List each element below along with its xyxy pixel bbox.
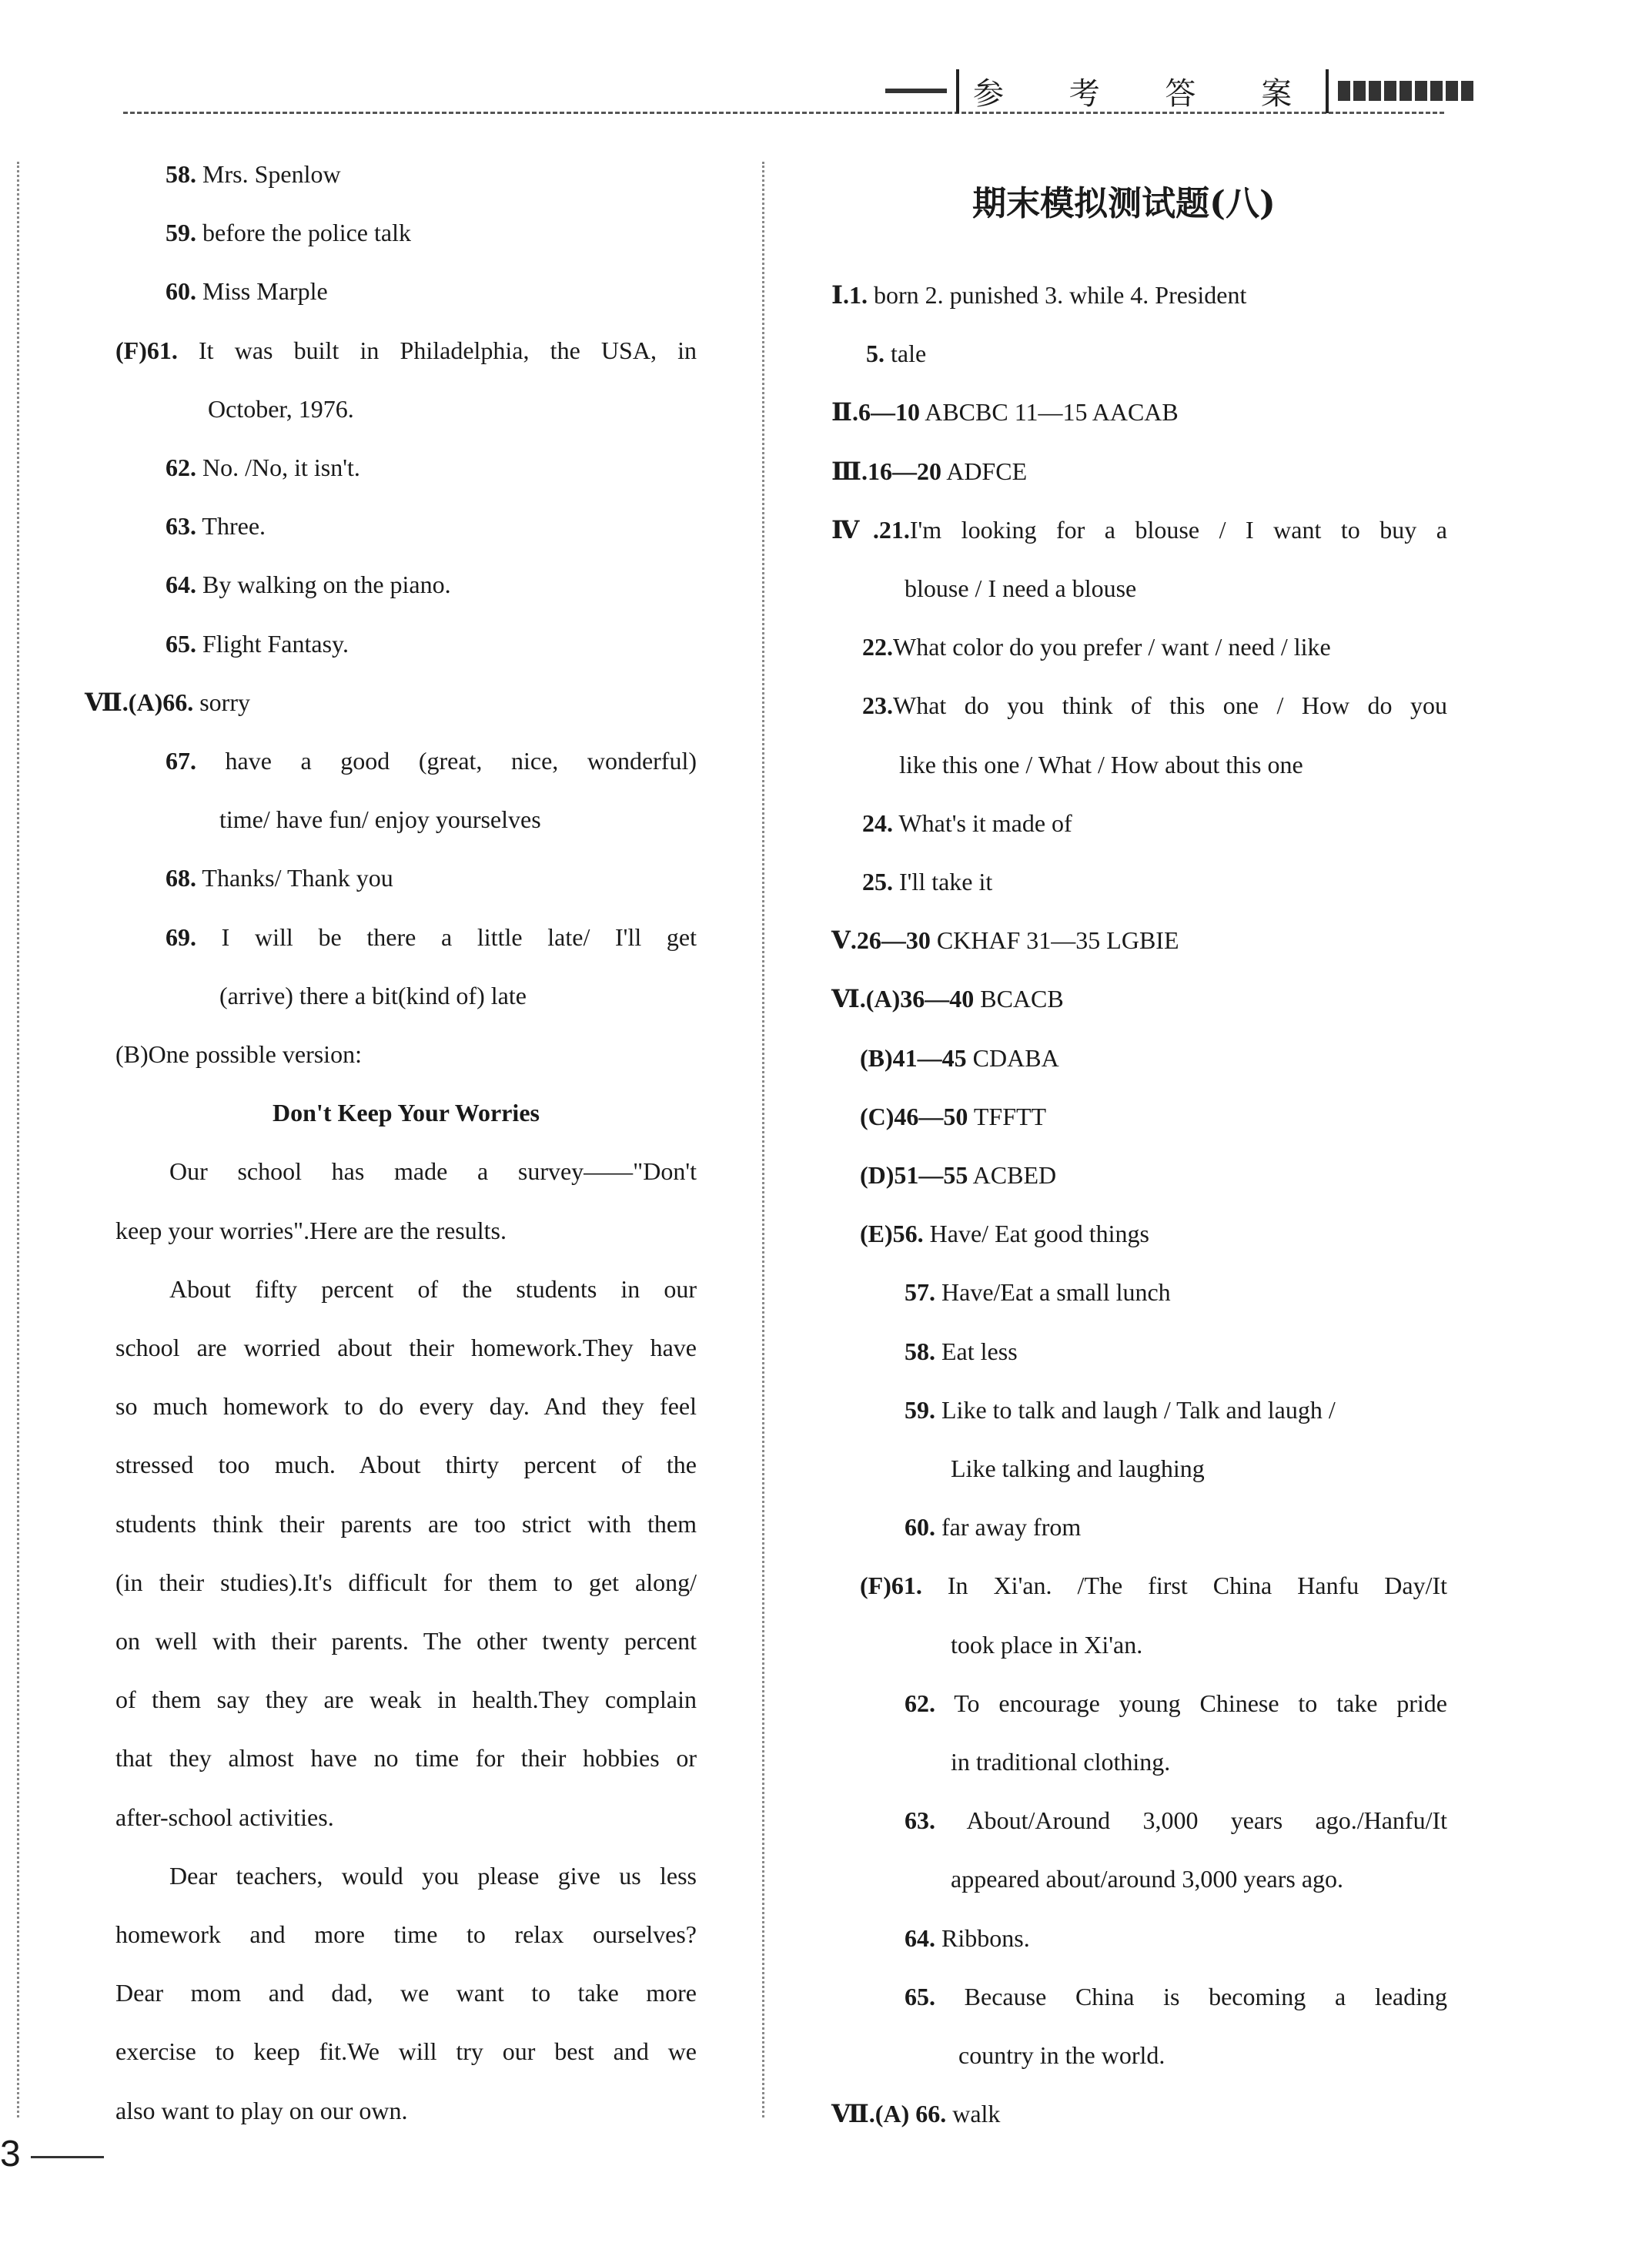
answer-text: Dear teachers, would you please give us less [169, 1861, 697, 1890]
answer-line [166, 731, 697, 790]
item-number: 68. [166, 864, 196, 892]
item-number: Ⅵ.(A)36—40 [831, 985, 975, 1013]
answer-text: ADFCE [941, 457, 1028, 485]
answer-text: Miss Marple [196, 277, 328, 306]
answer-text: In Xi'an. /The first China Hanfu Day/It [921, 1572, 1447, 1600]
answer-text: What's it made of [893, 808, 1072, 837]
answer-text: Three. [196, 512, 266, 541]
item-number: 24. [862, 808, 893, 837]
answer-line [115, 1612, 697, 1670]
answer-line [166, 262, 328, 320]
answer-line [905, 1791, 1447, 1850]
item-number: Ⅲ.16—20 [831, 457, 941, 485]
item-number: 65. [166, 629, 196, 658]
header-title: 参 考 答 案 [956, 69, 1329, 113]
answer-text: I'll take it [893, 868, 993, 895]
item-number: 60. [166, 277, 196, 306]
item-number: 67. [166, 747, 196, 775]
item-number: 69. [166, 922, 196, 951]
item-number: 58. [905, 1337, 935, 1365]
answer-text: Because China is becoming a leading [935, 1982, 1447, 2010]
answer-text: What color do you prefer / want / need / like [893, 633, 1331, 661]
answer-text: took place in Xi'an. [951, 1630, 1143, 1659]
answer-line [958, 2026, 1165, 2084]
answer-text: on well with their parents. The other twenty percent [115, 1627, 697, 1655]
page-number-rule [31, 2156, 104, 2158]
item-number: 64. [166, 571, 196, 599]
item-number: Ⅶ.(A)66. [85, 688, 194, 716]
answer-text: (arrive) there a bit(kind of) late [219, 981, 527, 1009]
item-number: 58. [166, 160, 196, 188]
answer-line [115, 1025, 362, 1083]
answer-line [831, 911, 1179, 969]
answer-text: of them say they are weak in health.They complain [115, 1686, 697, 1714]
answer-text: By walking on the piano. [196, 571, 451, 599]
answer-line [85, 673, 250, 731]
answer-text: CDABA [966, 1043, 1059, 1072]
answer-text: Our school has made a survey——"Don't [169, 1157, 697, 1186]
item-number: (D)51—55 [860, 1161, 968, 1189]
answer-line [831, 500, 1447, 559]
item-number: 64. [905, 1923, 935, 1952]
answer-line [899, 735, 1303, 794]
answer-text: country in the world. [958, 2041, 1165, 2069]
answer-text: No. /No, it isn't. [196, 454, 360, 481]
item-number: 65. [905, 1982, 935, 2010]
item-number: (E)56. [860, 1220, 924, 1248]
item-number: 25. [862, 868, 893, 895]
answer-text: students think their parents are too strict with them [115, 1509, 697, 1538]
answer-line [115, 1201, 507, 1260]
answer-text: Have/ Eat good things [923, 1220, 1149, 1248]
answer-line [169, 1260, 697, 1318]
answer-line [115, 1670, 697, 1729]
answer-line [115, 1495, 697, 1553]
answer-text: TFFTT [968, 1102, 1047, 1130]
answer-line [115, 2081, 408, 2140]
answer-line [860, 1204, 1149, 1263]
header-dash [885, 89, 947, 93]
item-number: 62. [905, 1689, 935, 1717]
answer-line [860, 1556, 1447, 1615]
answer-text: ABCBC 11—15 AACAB [919, 398, 1179, 427]
answer-text: keep your worries".Here are the results. [115, 1216, 507, 1244]
answer-line [905, 1263, 1171, 1321]
answer-line [115, 2022, 697, 2081]
item-number: Ⅱ.6—10 [831, 398, 920, 427]
answer-text: born 2. punished 3. while 4. President [867, 281, 1247, 309]
answer-line [905, 1674, 1447, 1732]
answer-line [219, 966, 527, 1025]
header-decoration [1338, 81, 1473, 101]
answer-text: ACBED [968, 1161, 1057, 1189]
answer-text: BCACB [974, 985, 1064, 1013]
answer-text: homework and more time to relax ourselves? [115, 1920, 697, 1948]
item-number: (B)41—45 [860, 1043, 967, 1072]
header-banner [885, 71, 1473, 111]
answer-text: October, 1976. [208, 394, 354, 423]
answer-text: after-school activities. [115, 1803, 334, 1831]
answer-line [115, 1788, 334, 1846]
item-number: Ⅴ.26—30 [831, 926, 931, 955]
answer-line [951, 1732, 1170, 1791]
answer-text: like this one / What / How about this one [899, 750, 1303, 778]
answer-text: Like talking and laughing [951, 1455, 1205, 1482]
answer-line [905, 1909, 1030, 1967]
answer-line [115, 1905, 697, 1963]
answer-line [862, 794, 1072, 852]
answer-text: Like to talk and laugh / Talk and laugh / [935, 1395, 1336, 1424]
answer-line [219, 790, 541, 849]
answer-line [860, 1146, 1056, 1204]
answer-text: school are worried about their homework.They have [115, 1334, 697, 1361]
answer-text: Eat less [935, 1337, 1018, 1365]
item-number: Ⅳ.21. [831, 515, 910, 544]
answer-text: About/Around 3,000 years ago./Hanfu/It [935, 1806, 1447, 1835]
answer-text: Flight Fantasy. [196, 629, 349, 658]
answer-text: exercise to keep fit.We will try our best and we [115, 2037, 697, 2066]
answer-line [115, 1729, 697, 1787]
answer-line [905, 1967, 1447, 2026]
answer-text: To encourage young Chinese to take pride [935, 1689, 1447, 1717]
answer-line [905, 1381, 1336, 1439]
item-number: 5. [866, 340, 885, 368]
answer-text: Mrs. Spenlow [196, 160, 341, 188]
answer-text: time/ have fun/ enjoy yourselves [219, 805, 541, 834]
answer-line [831, 266, 1246, 324]
answer-text: (B)One possible version: [115, 1040, 362, 1068]
answer-line [166, 203, 411, 262]
item-number: 63. [905, 1806, 935, 1835]
answer-line [951, 1439, 1205, 1498]
answer-line [951, 1615, 1142, 1674]
answer-text: Don't Keep Your Worries [273, 1099, 540, 1127]
answer-line [831, 2084, 1000, 2143]
answer-text: I will be there a little late/ I'll get [196, 922, 697, 951]
answer-line [860, 1087, 1046, 1146]
answer-text: stressed too much. About thirty percent of the [115, 1451, 697, 1479]
answer-line [166, 438, 360, 497]
answer-line [169, 1142, 697, 1200]
item-number: 59. [905, 1395, 935, 1424]
answer-text: have a good (great, nice, wonderful) [196, 747, 697, 775]
answer-text: Dear mom and dad, we want to take more [115, 1979, 697, 2007]
item-number: 22. [862, 633, 893, 661]
answer-text: It was built in Philadelphia, the USA, in [177, 336, 697, 364]
answer-text: Have/Eat a small lunch [935, 1278, 1171, 1307]
answer-text: far away from [935, 1513, 1082, 1542]
column-divider [762, 162, 764, 2117]
answer-line [115, 1435, 697, 1494]
answer-text: I'm looking for a blouse / I want to buy a [909, 515, 1448, 544]
answer-line [115, 1318, 697, 1377]
answer-text: that they almost have no time for their hobbies or [115, 1744, 697, 1773]
item-number: (C)46—50 [860, 1102, 968, 1130]
answer-text: also want to play on our own. [115, 2096, 408, 2124]
answer-text: (in their studies).It's difficult for them to get along/ [115, 1568, 697, 1596]
answer-line [115, 321, 697, 380]
answer-line [905, 559, 1136, 618]
answer-text: so much homework to do every day. And they feel [115, 1392, 697, 1421]
answer-line [866, 324, 926, 383]
answer-line [166, 145, 341, 203]
item-number: 23. [862, 691, 893, 720]
item-number: Ⅶ.(A) 66. [831, 2100, 947, 2128]
answer-line [169, 1846, 697, 1905]
answer-line [831, 969, 1064, 1028]
answer-line [166, 908, 697, 966]
item-number: (F)61. [860, 1572, 922, 1600]
answer-text: tale [885, 340, 927, 368]
item-number: 60. [905, 1513, 935, 1542]
answer-line [166, 555, 451, 614]
answer-text: sorry [193, 688, 250, 716]
answer-text: CKHAF 31—35 LGBIE [930, 926, 1179, 955]
answer-line [166, 497, 266, 555]
item-number: Ⅰ.1. [831, 281, 868, 309]
answer-line [862, 676, 1447, 735]
answer-line [115, 1377, 697, 1435]
answer-line [905, 1322, 1018, 1381]
answer-line [905, 1498, 1081, 1556]
answer-line [831, 383, 1179, 441]
item-number: (F)61. [115, 336, 178, 364]
answer-line [166, 614, 349, 673]
answer-text: in traditional clothing. [951, 1748, 1171, 1776]
item-number: 63. [166, 512, 196, 541]
answer-text: Thanks/ Thank you [196, 864, 393, 892]
exam-title: 期末模拟测试题(八) [972, 184, 1276, 223]
answer-text: What do you think of this one / How do you [893, 691, 1447, 720]
answer-text: About fifty percent of the students in our [169, 1274, 697, 1303]
answer-line [831, 442, 1027, 500]
answer-line [862, 618, 1331, 676]
item-number: 59. [166, 219, 196, 247]
answer-text: walk [946, 2100, 1001, 2128]
answer-line [860, 1029, 1059, 1087]
item-number: 62. [166, 454, 196, 481]
left-margin-rule [17, 162, 19, 2117]
answer-line [208, 380, 354, 438]
answer-text: before the police talk [196, 219, 411, 247]
answer-line [951, 1850, 1343, 1908]
item-number: 57. [905, 1278, 935, 1307]
answer-text: blouse / I need a blouse [905, 574, 1137, 602]
answer-line [166, 849, 393, 907]
page-number: 3 [0, 2134, 21, 2174]
answer-line [862, 852, 992, 911]
answer-text: Ribbons. [935, 1923, 1030, 1952]
answer-line [115, 1963, 697, 2022]
answer-line [115, 1083, 697, 1142]
answer-line [115, 1553, 697, 1612]
answer-text: appeared about/around 3,000 years ago. [951, 1865, 1344, 1893]
